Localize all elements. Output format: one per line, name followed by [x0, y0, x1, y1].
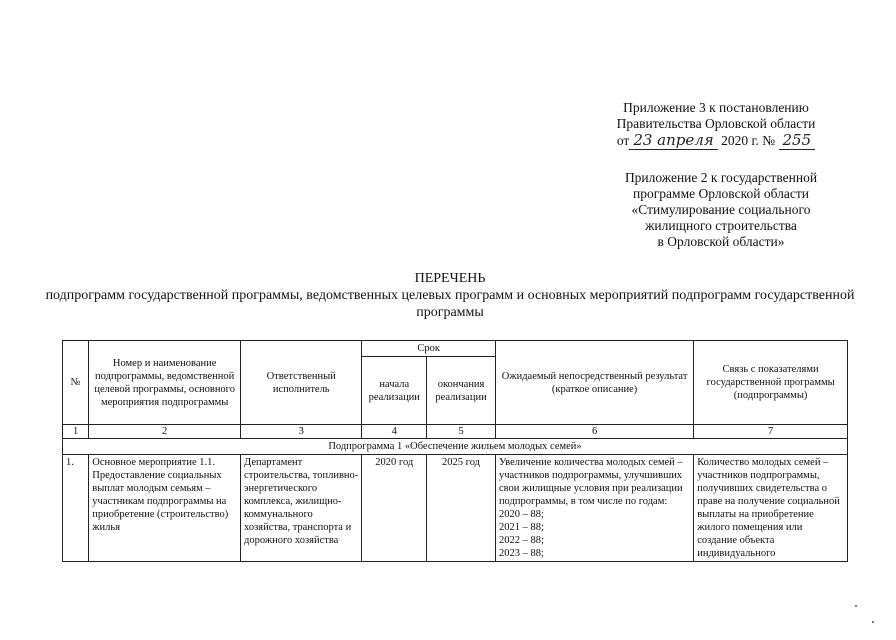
header-num: №	[63, 341, 89, 425]
row-result-years	[499, 508, 690, 560]
scan-speck	[855, 605, 857, 607]
column-number: 7	[694, 425, 848, 439]
column-number: 3	[241, 425, 362, 439]
section-title: Подпрограмма 1 «Обеспечение жильем молодых семей»	[63, 439, 848, 455]
row-link: Количество молодых семей – участников подпрограммы, получивших свидетельства о праве на получение социальной выплаты на приобретение жилого помещения или создание объекта индивидуального	[694, 455, 848, 562]
program-line: в Орловской области»	[657, 234, 785, 249]
result-year: 2023 – 88;	[498, 548, 544, 559]
header-start: начала реализации	[362, 357, 427, 425]
handwritten-number: 255	[779, 131, 816, 150]
section-row	[63, 439, 848, 455]
approval-block-resolution	[586, 100, 846, 149]
column-number: 2	[89, 425, 241, 439]
row-num: 1.	[63, 455, 89, 562]
approval-date-line	[586, 132, 846, 149]
header-executor: Ответственный исполнитель	[241, 341, 362, 425]
column-number-row	[63, 425, 848, 439]
program-line: программе Орловской области	[633, 186, 809, 201]
header-term: Срок	[362, 341, 496, 357]
program-table	[62, 340, 848, 562]
row-name: Основное мероприятие 1.1. Предоставление социальных выплат молодым семьям – участникам подпрограммы на приобретение (строительство) жилья	[89, 455, 241, 562]
row-executor: Департамент строительства, топливно-энергетического комплекса, жилищно-коммунального хозяйства, транспорта и дорожного хозяйства	[241, 455, 362, 562]
title-subtitle: подпрограмм государственной программы, ведомственных целевых программ и основных мероприятий подпрограмм государственной программы	[45, 288, 855, 320]
column-number: 5	[427, 425, 496, 439]
header-result: Ожидаемый непосредственный результат (краткое описание)	[495, 341, 693, 425]
approval-block-program	[596, 170, 846, 250]
header-name: Номер и наименование подпрограммы, ведомственной целевой программы, основного мероприятия подпрограммы	[89, 341, 241, 425]
program-line: жилищного строительства	[645, 218, 797, 233]
approval-line: Приложение 3 к постановлению	[623, 100, 809, 115]
result-year: 2020 – 88;	[498, 509, 544, 520]
column-number: 6	[495, 425, 693, 439]
row-result	[495, 455, 693, 562]
result-year: 2021 – 88;	[498, 522, 544, 533]
row-result-text: Увеличение количества молодых семей – участников подпрограммы, улучшивших свои жилищные условия при реализации подпрограммы, в том числе по годам:	[498, 457, 683, 507]
row-end: 2025 год	[427, 455, 496, 562]
title-heading: ПЕРЕЧЕНЬ	[414, 271, 486, 286]
result-year: 2022 – 88;	[498, 535, 544, 546]
header-end: окончания реализации	[427, 357, 496, 425]
row-start: 2020 год	[362, 455, 427, 562]
column-number: 1	[63, 425, 89, 439]
scan-speck	[872, 621, 874, 623]
document-title	[40, 270, 860, 321]
approval-year: 2020 г. №	[721, 133, 776, 148]
approval-prefix: от	[616, 133, 630, 148]
handwritten-date: 23 апреля	[629, 131, 717, 150]
table-row	[63, 455, 848, 562]
approval-line: Правительства Орловской области	[616, 116, 816, 131]
program-line: «Стимулирование социального	[631, 202, 811, 217]
header-link: Связь с показателями государственной программы (подпрограммы)	[694, 341, 848, 425]
column-number: 4	[362, 425, 427, 439]
program-line: Приложение 2 к государственной	[624, 170, 818, 185]
